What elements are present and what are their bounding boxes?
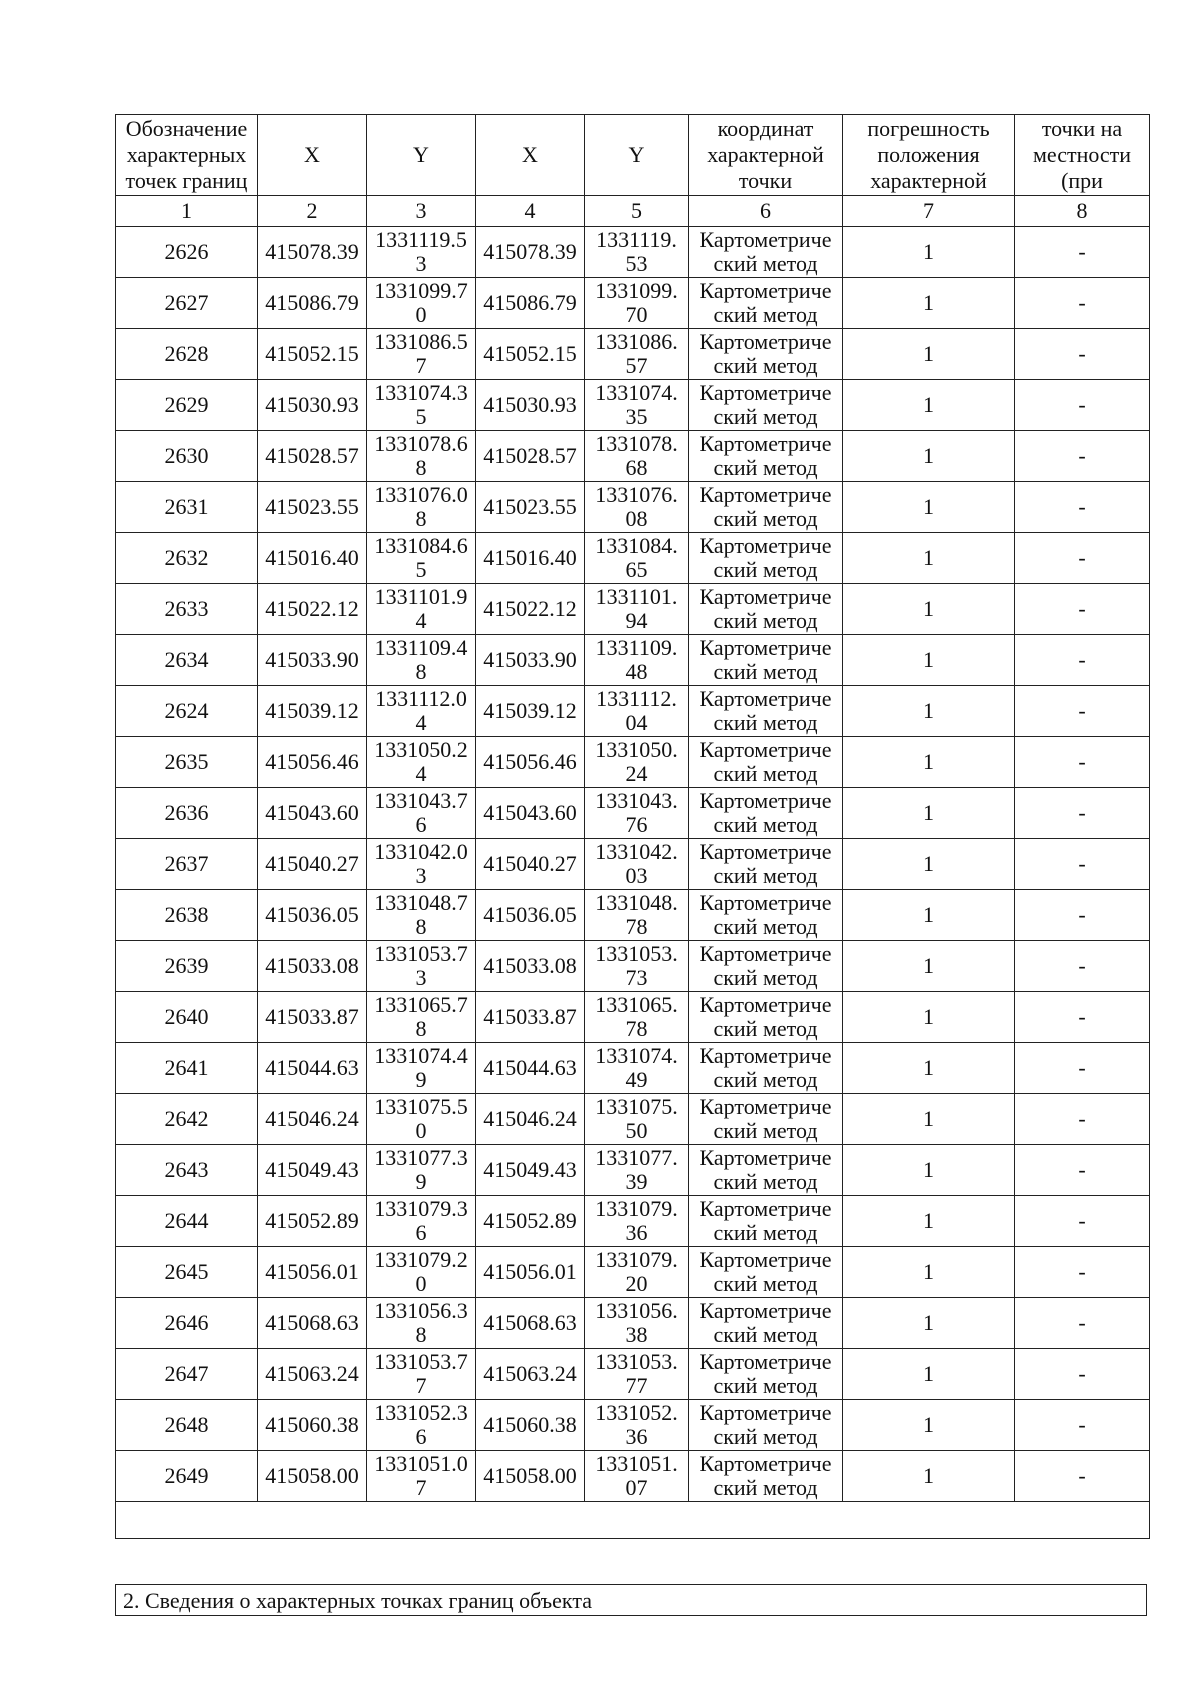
column-number: 8 (1015, 196, 1150, 227)
y-existing: 1331053.7 3 (367, 941, 476, 992)
point-id: 2637 (116, 839, 258, 890)
y-existing: 1331052.3 6 (367, 1400, 476, 1451)
table-row (116, 890, 1150, 941)
column-number: 3 (367, 196, 476, 227)
note: - (1015, 1349, 1150, 1400)
x-refined: 415036.05 (476, 890, 585, 941)
note: - (1015, 1094, 1150, 1145)
table-row (116, 431, 1150, 482)
y-existing: 1331079.2 0 (367, 1247, 476, 1298)
x-refined: 415086.79 (476, 278, 585, 329)
x-refined: 415056.46 (476, 737, 585, 788)
point-id: 2642 (116, 1094, 258, 1145)
table-row (116, 1451, 1150, 1502)
method: Картометриче ский метод (689, 1247, 843, 1298)
y-refined: 1331074. 35 (585, 380, 689, 431)
column-number-row (116, 196, 1150, 227)
x-refined: 415060.38 (476, 1400, 585, 1451)
method: Картометриче ский метод (689, 227, 843, 278)
x-existing: 415063.24 (258, 1349, 367, 1400)
x-refined: 415056.01 (476, 1247, 585, 1298)
table-body (116, 115, 1150, 1539)
x-existing: 415052.89 (258, 1196, 367, 1247)
y-existing: 1331050.2 4 (367, 737, 476, 788)
y-refined: 1331074. 49 (585, 1043, 689, 1094)
x-refined: 415039.12 (476, 686, 585, 737)
method: Картометриче ский метод (689, 788, 843, 839)
point-id: 2627 (116, 278, 258, 329)
accuracy: 1 (843, 1043, 1015, 1094)
y-existing: 1331112.0 4 (367, 686, 476, 737)
accuracy: 1 (843, 1400, 1015, 1451)
point-id: 2632 (116, 533, 258, 584)
x-refined: 415028.57 (476, 431, 585, 482)
point-id: 2636 (116, 788, 258, 839)
note: - (1015, 1196, 1150, 1247)
empty-cell (116, 1502, 1150, 1539)
x-refined: 415049.43 (476, 1145, 585, 1196)
accuracy: 1 (843, 788, 1015, 839)
y-refined: 1331112. 04 (585, 686, 689, 737)
accuracy: 1 (843, 737, 1015, 788)
method: Картометриче ский метод (689, 533, 843, 584)
y-refined: 1331051. 07 (585, 1451, 689, 1502)
x-refined: 415023.55 (476, 482, 585, 533)
y-refined: 1331065. 78 (585, 992, 689, 1043)
coordinates-table (115, 114, 1150, 1539)
y-existing: 1331042.0 3 (367, 839, 476, 890)
accuracy: 1 (843, 941, 1015, 992)
y-refined: 1331079. 20 (585, 1247, 689, 1298)
header-cell: точки на местности (при (1015, 115, 1150, 196)
y-refined: 1331048. 78 (585, 890, 689, 941)
point-id: 2640 (116, 992, 258, 1043)
method: Картометриче ский метод (689, 1094, 843, 1145)
accuracy: 1 (843, 839, 1015, 890)
note: - (1015, 1298, 1150, 1349)
table-row (116, 1196, 1150, 1247)
y-existing: 1331074.4 9 (367, 1043, 476, 1094)
table-row (116, 635, 1150, 686)
y-refined: 1331042. 03 (585, 839, 689, 890)
x-existing: 415028.57 (258, 431, 367, 482)
x-refined: 415033.08 (476, 941, 585, 992)
y-refined: 1331086. 57 (585, 329, 689, 380)
note: - (1015, 992, 1150, 1043)
column-number: 2 (258, 196, 367, 227)
header-cell: погрешность положения характерной (843, 115, 1015, 196)
point-id: 2631 (116, 482, 258, 533)
method: Картометриче ский метод (689, 1451, 843, 1502)
section-title: 2. Сведения о характерных точках границ объекта (115, 1584, 1147, 1616)
x-refined: 415068.63 (476, 1298, 585, 1349)
y-existing: 1331078.6 8 (367, 431, 476, 482)
point-id: 2628 (116, 329, 258, 380)
table-row (116, 1094, 1150, 1145)
table-row (116, 1247, 1150, 1298)
x-existing: 415086.79 (258, 278, 367, 329)
accuracy: 1 (843, 635, 1015, 686)
table-row (116, 329, 1150, 380)
note: - (1015, 1400, 1150, 1451)
note: - (1015, 635, 1150, 686)
header-cell: координат характерной точки (689, 115, 843, 196)
x-existing: 415040.27 (258, 839, 367, 890)
table-row (116, 992, 1150, 1043)
x-refined: 415052.15 (476, 329, 585, 380)
x-refined: 415040.27 (476, 839, 585, 890)
header-row (116, 115, 1150, 196)
y-refined: 1331053. 77 (585, 1349, 689, 1400)
method: Картометриче ский метод (689, 1400, 843, 1451)
y-refined: 1331101. 94 (585, 584, 689, 635)
method: Картометриче ский метод (689, 992, 843, 1043)
method: Картометриче ский метод (689, 941, 843, 992)
y-refined: 1331084. 65 (585, 533, 689, 584)
point-id: 2645 (116, 1247, 258, 1298)
point-id: 2649 (116, 1451, 258, 1502)
method: Картометриче ский метод (689, 1298, 843, 1349)
x-existing: 415056.01 (258, 1247, 367, 1298)
x-existing: 415016.40 (258, 533, 367, 584)
note: - (1015, 839, 1150, 890)
method: Картометриче ский метод (689, 380, 843, 431)
note: - (1015, 329, 1150, 380)
table-row (116, 737, 1150, 788)
y-existing: 1331079.3 6 (367, 1196, 476, 1247)
accuracy: 1 (843, 1196, 1015, 1247)
point-id: 2641 (116, 1043, 258, 1094)
note: - (1015, 227, 1150, 278)
note: - (1015, 1043, 1150, 1094)
method: Картометриче ский метод (689, 686, 843, 737)
x-existing: 415043.60 (258, 788, 367, 839)
y-refined: 1331052. 36 (585, 1400, 689, 1451)
method: Картометриче ский метод (689, 737, 843, 788)
x-existing: 415022.12 (258, 584, 367, 635)
note: - (1015, 686, 1150, 737)
method: Картометриче ский метод (689, 1043, 843, 1094)
method: Картометриче ский метод (689, 635, 843, 686)
x-refined: 415033.90 (476, 635, 585, 686)
x-existing: 415056.46 (258, 737, 367, 788)
x-refined: 415033.87 (476, 992, 585, 1043)
x-refined: 415063.24 (476, 1349, 585, 1400)
y-refined: 1331053. 73 (585, 941, 689, 992)
point-id: 2635 (116, 737, 258, 788)
x-existing: 415052.15 (258, 329, 367, 380)
accuracy: 1 (843, 992, 1015, 1043)
y-existing: 1331119.5 3 (367, 227, 476, 278)
method: Картометриче ский метод (689, 431, 843, 482)
x-existing: 415049.43 (258, 1145, 367, 1196)
accuracy: 1 (843, 890, 1015, 941)
x-existing: 415033.90 (258, 635, 367, 686)
y-existing: 1331084.6 5 (367, 533, 476, 584)
x-existing: 415033.87 (258, 992, 367, 1043)
x-refined: 415046.24 (476, 1094, 585, 1145)
method: Картометриче ский метод (689, 482, 843, 533)
x-existing: 415060.38 (258, 1400, 367, 1451)
method: Картометриче ский метод (689, 890, 843, 941)
x-refined: 415043.60 (476, 788, 585, 839)
table-row (116, 278, 1150, 329)
method: Картометриче ский метод (689, 1145, 843, 1196)
note: - (1015, 431, 1150, 482)
y-refined: 1331079. 36 (585, 1196, 689, 1247)
accuracy: 1 (843, 329, 1015, 380)
table-row (116, 380, 1150, 431)
accuracy: 1 (843, 584, 1015, 635)
y-existing: 1331048.7 8 (367, 890, 476, 941)
note: - (1015, 380, 1150, 431)
header-cell: Y (585, 115, 689, 196)
x-existing: 415036.05 (258, 890, 367, 941)
method: Картометриче ский метод (689, 1349, 843, 1400)
accuracy: 1 (843, 278, 1015, 329)
point-id: 2648 (116, 1400, 258, 1451)
accuracy: 1 (843, 380, 1015, 431)
y-refined: 1331050. 24 (585, 737, 689, 788)
y-existing: 1331053.7 7 (367, 1349, 476, 1400)
y-existing: 1331077.3 9 (367, 1145, 476, 1196)
y-existing: 1331056.3 8 (367, 1298, 476, 1349)
note: - (1015, 1145, 1150, 1196)
x-existing: 415046.24 (258, 1094, 367, 1145)
x-existing: 415033.08 (258, 941, 367, 992)
accuracy: 1 (843, 1349, 1015, 1400)
y-existing: 1331109.4 8 (367, 635, 476, 686)
x-existing: 415078.39 (258, 227, 367, 278)
y-refined: 1331075. 50 (585, 1094, 689, 1145)
x-existing: 415030.93 (258, 380, 367, 431)
method: Картометриче ский метод (689, 1196, 843, 1247)
table-row (116, 1349, 1150, 1400)
note: - (1015, 788, 1150, 839)
point-id: 2630 (116, 431, 258, 482)
column-number: 5 (585, 196, 689, 227)
table-row (116, 839, 1150, 890)
header-cell: X (258, 115, 367, 196)
y-refined: 1331077. 39 (585, 1145, 689, 1196)
x-existing: 415058.00 (258, 1451, 367, 1502)
point-id: 2639 (116, 941, 258, 992)
note: - (1015, 1247, 1150, 1298)
y-refined: 1331076. 08 (585, 482, 689, 533)
x-refined: 415058.00 (476, 1451, 585, 1502)
x-existing: 415044.63 (258, 1043, 367, 1094)
point-id: 2643 (116, 1145, 258, 1196)
accuracy: 1 (843, 1145, 1015, 1196)
point-id: 2634 (116, 635, 258, 686)
y-refined: 1331099. 70 (585, 278, 689, 329)
y-refined: 1331056. 38 (585, 1298, 689, 1349)
header-cell: Y (367, 115, 476, 196)
method: Картометриче ский метод (689, 329, 843, 380)
note: - (1015, 278, 1150, 329)
table-row (116, 482, 1150, 533)
note: - (1015, 482, 1150, 533)
x-refined: 415030.93 (476, 380, 585, 431)
note: - (1015, 890, 1150, 941)
point-id: 2629 (116, 380, 258, 431)
accuracy: 1 (843, 482, 1015, 533)
header-cell: Обозначение характерных точек границ (116, 115, 258, 196)
accuracy: 1 (843, 1094, 1015, 1145)
table-row (116, 1298, 1150, 1349)
point-id: 2644 (116, 1196, 258, 1247)
table-row (116, 941, 1150, 992)
table-row (116, 1145, 1150, 1196)
y-existing: 1331076.0 8 (367, 482, 476, 533)
x-existing: 415023.55 (258, 482, 367, 533)
header-cell: X (476, 115, 585, 196)
x-existing: 415039.12 (258, 686, 367, 737)
y-existing: 1331086.5 7 (367, 329, 476, 380)
accuracy: 1 (843, 1451, 1015, 1502)
table-row (116, 686, 1150, 737)
empty-footer-row (116, 1502, 1150, 1539)
x-refined: 415022.12 (476, 584, 585, 635)
point-id: 2638 (116, 890, 258, 941)
x-refined: 415052.89 (476, 1196, 585, 1247)
table-row (116, 1400, 1150, 1451)
method: Картометриче ский метод (689, 278, 843, 329)
point-id: 2624 (116, 686, 258, 737)
table-row (116, 227, 1150, 278)
note: - (1015, 737, 1150, 788)
column-number: 7 (843, 196, 1015, 227)
method: Картометриче ский метод (689, 839, 843, 890)
y-existing: 1331075.5 0 (367, 1094, 476, 1145)
point-id: 2626 (116, 227, 258, 278)
x-refined: 415044.63 (476, 1043, 585, 1094)
table-row (116, 788, 1150, 839)
x-refined: 415016.40 (476, 533, 585, 584)
column-number: 4 (476, 196, 585, 227)
y-existing: 1331065.7 8 (367, 992, 476, 1043)
method: Картометриче ский метод (689, 584, 843, 635)
accuracy: 1 (843, 533, 1015, 584)
note: - (1015, 584, 1150, 635)
x-existing: 415068.63 (258, 1298, 367, 1349)
point-id: 2646 (116, 1298, 258, 1349)
column-number: 1 (116, 196, 258, 227)
note: - (1015, 941, 1150, 992)
note: - (1015, 533, 1150, 584)
table-row (116, 533, 1150, 584)
y-existing: 1331074.3 5 (367, 380, 476, 431)
accuracy: 1 (843, 227, 1015, 278)
y-existing: 1331101.9 4 (367, 584, 476, 635)
y-refined: 1331109. 48 (585, 635, 689, 686)
point-id: 2633 (116, 584, 258, 635)
accuracy: 1 (843, 1247, 1015, 1298)
y-refined: 1331043. 76 (585, 788, 689, 839)
note: - (1015, 1451, 1150, 1502)
x-refined: 415078.39 (476, 227, 585, 278)
y-existing: 1331051.0 7 (367, 1451, 476, 1502)
y-refined: 1331078. 68 (585, 431, 689, 482)
y-existing: 1331099.7 0 (367, 278, 476, 329)
table-row (116, 584, 1150, 635)
accuracy: 1 (843, 431, 1015, 482)
accuracy: 1 (843, 1298, 1015, 1349)
y-existing: 1331043.7 6 (367, 788, 476, 839)
accuracy: 1 (843, 686, 1015, 737)
point-id: 2647 (116, 1349, 258, 1400)
y-refined: 1331119. 53 (585, 227, 689, 278)
table-row (116, 1043, 1150, 1094)
column-number: 6 (689, 196, 843, 227)
